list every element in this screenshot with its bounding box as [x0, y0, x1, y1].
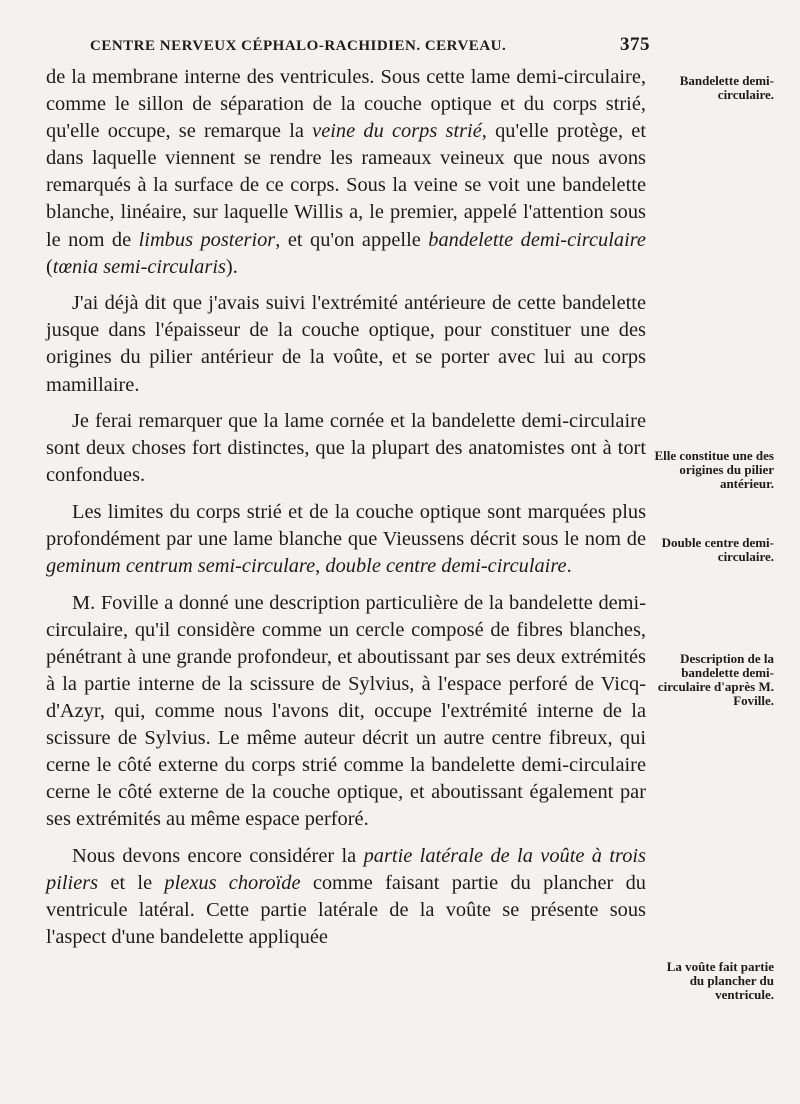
text-run: ( [46, 255, 53, 278]
running-title: CENTRE NERVEUX CÉPHALO-RACHIDIEN. CERVEAU. [90, 38, 507, 54]
text-run: Les limites du corps strié et de la couche optique sont marquées plus profondément par une lame blanche que Vieussens décrit sous le nom de [46, 500, 646, 550]
text-run: Nous devons encore considérer la [72, 845, 364, 868]
text-run: de la membrane interne des ventricules. Sous cette lame demi-circulaire, comme le sillon de séparation de la couche optique et du corps strié, qu'elle occupe, se remarque la [46, 66, 646, 143]
page-number: 375 [620, 34, 650, 55]
paragraph [46, 64, 646, 281]
italic-term: double centre demi-circulaire [325, 555, 567, 578]
italic-term: limbus posterior [138, 228, 276, 251]
italic-term: plexus choroïde [164, 872, 301, 895]
italic-term: tœnia semi-circularis [52, 255, 226, 278]
text-run: comme faisant partie du plancher du ventricule latéral. Cette partie latérale de la voûte se présente sous l'aspect d'une bandelette appliquée [46, 872, 646, 949]
paragraph [46, 843, 646, 951]
paragraph [46, 590, 646, 834]
text-run: , [315, 555, 326, 578]
text-run: , et qu'on appelle [275, 228, 429, 251]
text-run: ). [225, 255, 238, 278]
text-run: M. Foville a donné une description particulière de la bandelette demi-circulaire, qu'il considère comme un cercle composé de fibres blanches, pénétrant à une grande profondeur, et aboutissant par ses deux extrémités à la partie interne de la scissure de Sylvius, à l'espace perforé de Vicq-d'Azyr, qui, comme nous l'avons dit, occupe l'extrémité interne de la scissure de Sylvius. Le même auteur décrit un autre centre fibreux, qui cerne le côté externe du corps strié comme la bandelette demi-circulaire cerne le côté externe de la couche optique, et aboutissant également par ses extrémités au même espace perforé. [46, 591, 646, 831]
text-run: Je ferai remarquer que la lame cornée et la bandelette demi-circulaire sont deux choses fort distinctes, que la plupart des anatomistes ont à tort confondues. [46, 410, 646, 487]
paragraph [46, 408, 646, 489]
margin-note: La voûte fait partie du plancher du ventricule. [666, 959, 774, 1002]
main-text [46, 64, 646, 961]
paragraph [46, 499, 646, 580]
margin-note: Double centre demi-circulaire. [661, 535, 774, 564]
margin-note: Description de la bandelette demi-circulaire d'après M. Foville. [657, 651, 774, 708]
margin-note: Elle constitue une des origines du pilier antérieur. [654, 448, 774, 491]
italic-term: veine du corps strié [312, 120, 482, 143]
text-run: et le [98, 872, 165, 895]
italic-term: partie latérale de la voûte à trois piliers [46, 845, 646, 895]
paragraph [46, 290, 646, 398]
text-run: J'ai déjà dit que j'avais suivi l'extrémité antérieure de cette bandelette jusque dans l'épaisseur de la couche optique, pour constituer une des origines du pilier antérieur de la voûte, et se porter avec lui au corps mamillaire. [46, 292, 646, 396]
italic-term: geminum centrum semi-circulare [46, 555, 316, 578]
text-run: . [566, 555, 572, 578]
text-run: , qu'elle protège, et dans laquelle viennent se rendre les rameaux veineux que nous avons remarqués à la surface de ce corps. Sous la veine se voit une bandelette blanche, linéaire, sur laquelle Willis a, le premier, appelé l'attention sous le nom de [46, 120, 646, 251]
running-header [90, 34, 650, 56]
margin-note: Bandelette demi-circulaire. [679, 73, 774, 102]
italic-term: bandelette demi-circulaire [428, 228, 646, 251]
